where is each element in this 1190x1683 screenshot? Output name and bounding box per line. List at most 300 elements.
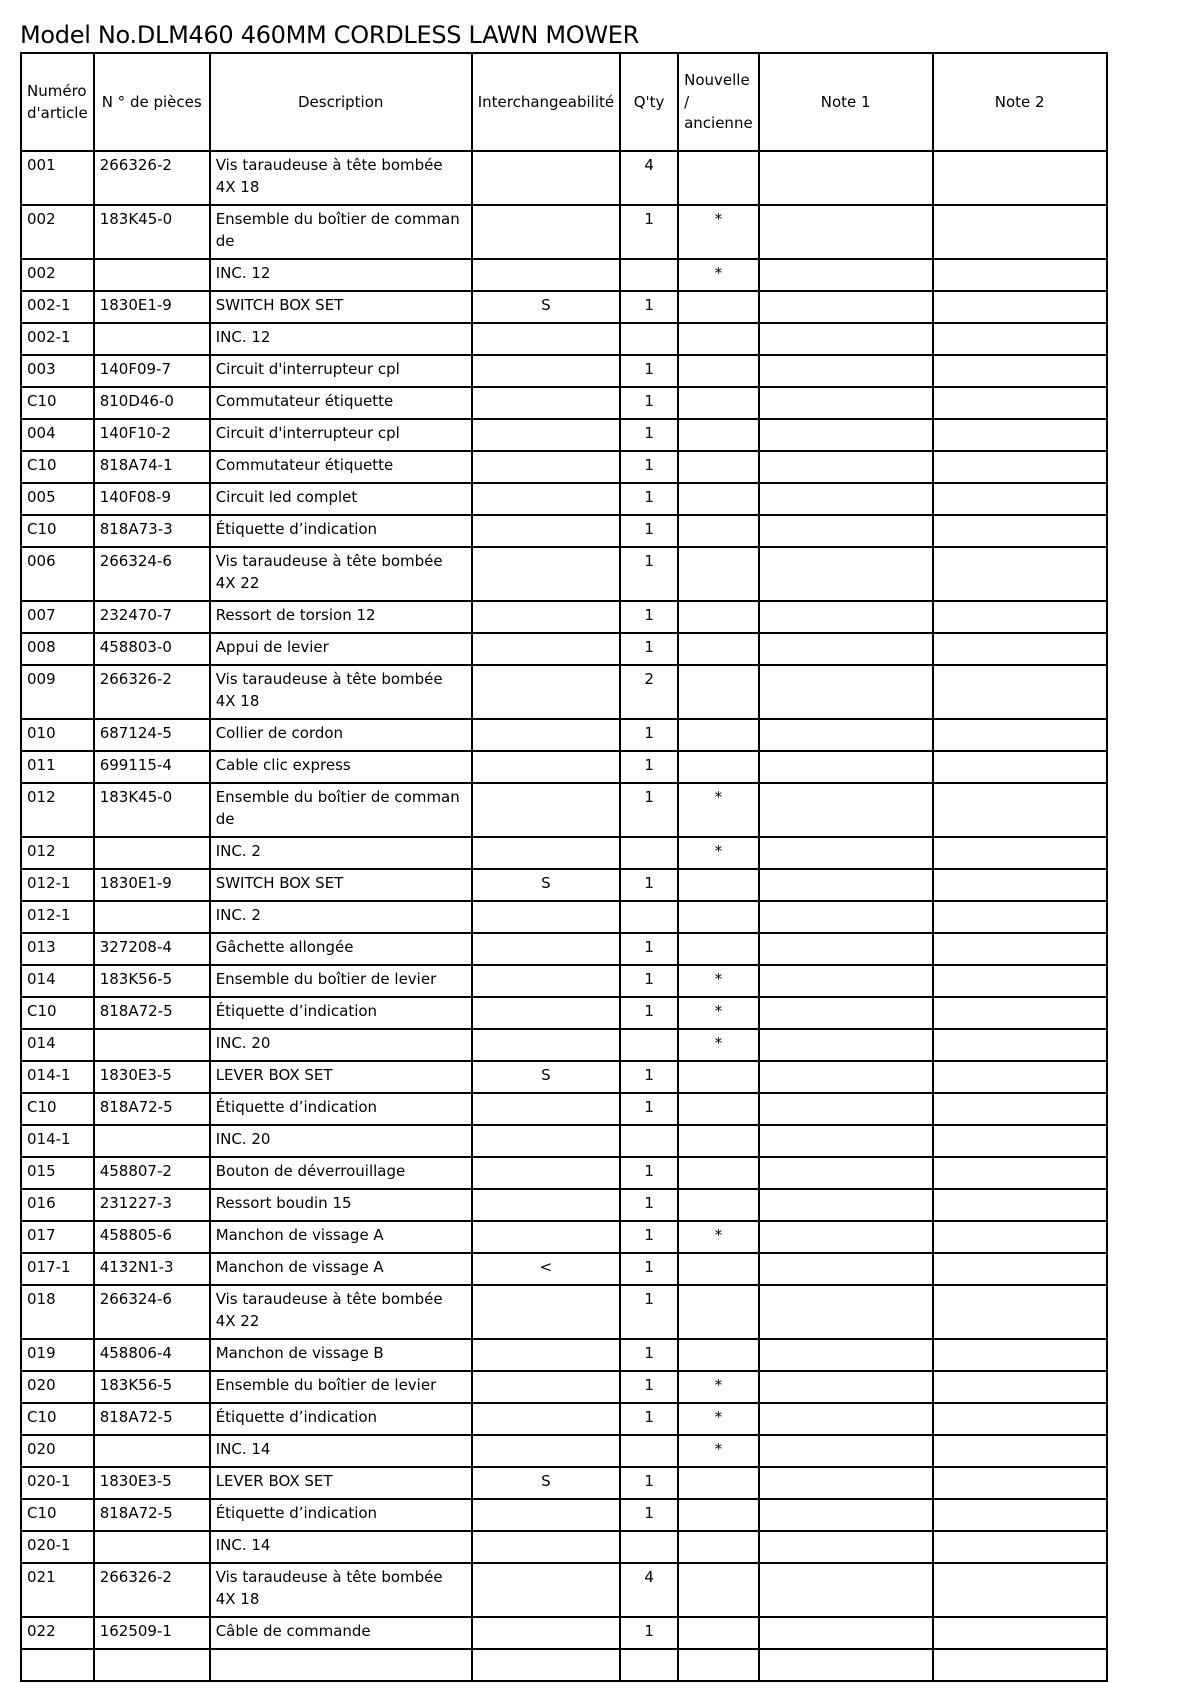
item-number-cell: 019 (21, 1339, 94, 1371)
description-cell: SWITCH BOX SET (210, 291, 472, 323)
header-quantity: Q'ty (620, 53, 678, 151)
interchangeability-cell (472, 483, 620, 515)
new-old-cell (678, 291, 759, 323)
quantity-cell: 1 (620, 419, 678, 451)
quantity-cell: 1 (620, 1157, 678, 1189)
note-2-cell (933, 259, 1107, 291)
item-number-cell: 014-1 (21, 1125, 94, 1157)
interchangeability-cell (472, 965, 620, 997)
item-number-cell: C10 (21, 1093, 94, 1125)
interchangeability-cell (472, 601, 620, 633)
note-1-cell (759, 547, 933, 601)
note-1-cell (759, 205, 933, 259)
interchangeability-cell: S (472, 869, 620, 901)
note-2-cell (933, 1061, 1107, 1093)
item-number-cell: 021 (21, 1563, 94, 1617)
new-old-cell (678, 323, 759, 355)
item-number-cell: 005 (21, 483, 94, 515)
quantity-cell: 1 (620, 515, 678, 547)
part-number-cell: 818A74-1 (94, 451, 210, 483)
note-1-cell (759, 515, 933, 547)
description-cell: Circuit d'interrupteur cpl (210, 419, 472, 451)
note-1-cell (759, 1531, 933, 1563)
new-old-cell (678, 547, 759, 601)
note-1-cell (759, 1125, 933, 1157)
description-cell: Étiquette d’indication (210, 515, 472, 547)
item-number-cell: 017-1 (21, 1253, 94, 1285)
table-row (21, 1649, 1107, 1681)
description-cell: Manchon de vissage A (210, 1221, 472, 1253)
item-number-cell: 007 (21, 601, 94, 633)
quantity-cell (620, 901, 678, 933)
table-row (21, 1435, 1107, 1467)
note-2-cell (933, 1339, 1107, 1371)
interchangeability-cell (472, 997, 620, 1029)
note-2-cell (933, 1253, 1107, 1285)
item-number-cell: 002 (21, 259, 94, 291)
quantity-cell: 1 (620, 997, 678, 1029)
table-row (21, 997, 1107, 1029)
table-body (21, 151, 1107, 1681)
note-2-cell (933, 719, 1107, 751)
item-number-cell: 020-1 (21, 1467, 94, 1499)
note-1-cell (759, 633, 933, 665)
item-number-cell: 009 (21, 665, 94, 719)
quantity-cell: 1 (620, 1617, 678, 1649)
table-row (21, 1563, 1107, 1617)
note-2-cell (933, 1499, 1107, 1531)
item-number-cell: 012-1 (21, 901, 94, 933)
part-number-cell: 183K45-0 (94, 783, 210, 837)
note-2-cell (933, 1285, 1107, 1339)
table-row (21, 1125, 1107, 1157)
table-row (21, 601, 1107, 633)
new-old-cell (678, 1093, 759, 1125)
table-row (21, 901, 1107, 933)
part-number-cell (94, 1531, 210, 1563)
item-number-cell: 012 (21, 837, 94, 869)
note-1-cell (759, 1285, 933, 1339)
quantity-cell (620, 323, 678, 355)
part-number-cell: 140F08-9 (94, 483, 210, 515)
part-number-cell: 266326-2 (94, 151, 210, 205)
new-old-cell (678, 1467, 759, 1499)
interchangeability-cell (472, 1403, 620, 1435)
interchangeability-cell (472, 783, 620, 837)
item-number-cell: C10 (21, 997, 94, 1029)
description-cell: Vis taraudeuse à tête bombée 4X 22 (210, 1285, 472, 1339)
item-number-cell: C10 (21, 387, 94, 419)
interchangeability-cell (472, 323, 620, 355)
table-row (21, 1467, 1107, 1499)
note-1-cell (759, 1339, 933, 1371)
quantity-cell: 1 (620, 783, 678, 837)
note-2-cell (933, 933, 1107, 965)
note-2-cell (933, 901, 1107, 933)
description-cell: INC. 2 (210, 901, 472, 933)
quantity-cell: 1 (620, 451, 678, 483)
item-number-cell: C10 (21, 515, 94, 547)
description-cell: INC. 2 (210, 837, 472, 869)
description-cell: Manchon de vissage B (210, 1339, 472, 1371)
part-number-cell: 1830E3-5 (94, 1467, 210, 1499)
interchangeability-cell (472, 1093, 620, 1125)
new-old-cell (678, 1285, 759, 1339)
note-1-cell (759, 751, 933, 783)
description-cell: INC. 12 (210, 259, 472, 291)
note-1-cell (759, 1403, 933, 1435)
note-2-cell (933, 515, 1107, 547)
quantity-cell: 1 (620, 291, 678, 323)
part-number-cell (94, 837, 210, 869)
description-cell: Vis taraudeuse à tête bombée 4X 18 (210, 665, 472, 719)
item-number-cell: 020 (21, 1371, 94, 1403)
new-old-cell (678, 515, 759, 547)
part-number-cell: 458805-6 (94, 1221, 210, 1253)
note-2-cell (933, 1371, 1107, 1403)
part-number-cell: 266324-6 (94, 547, 210, 601)
interchangeability-cell (472, 1157, 620, 1189)
note-2-cell (933, 1189, 1107, 1221)
quantity-cell (620, 259, 678, 291)
new-old-cell (678, 1125, 759, 1157)
new-old-cell: * (678, 1221, 759, 1253)
note-1-cell (759, 1467, 933, 1499)
note-2-cell (933, 633, 1107, 665)
table-row (21, 719, 1107, 751)
item-number-cell: 014 (21, 1029, 94, 1061)
item-number-cell: 008 (21, 633, 94, 665)
note-1-cell (759, 965, 933, 997)
interchangeability-cell (472, 1371, 620, 1403)
description-cell: INC. 20 (210, 1125, 472, 1157)
note-2-cell (933, 387, 1107, 419)
item-number-cell: 020-1 (21, 1531, 94, 1563)
description-cell: Circuit d'interrupteur cpl (210, 355, 472, 387)
table-header (21, 53, 1107, 151)
interchangeability-cell (472, 387, 620, 419)
description-cell: Étiquette d’indication (210, 1499, 472, 1531)
table-row (21, 751, 1107, 783)
note-1-cell (759, 1371, 933, 1403)
description-cell: INC. 14 (210, 1531, 472, 1563)
table-row (21, 1253, 1107, 1285)
note-2-cell (933, 151, 1107, 205)
interchangeability-cell (472, 1125, 620, 1157)
new-old-cell (678, 901, 759, 933)
new-old-cell (678, 1531, 759, 1563)
interchangeability-cell (472, 205, 620, 259)
description-cell: SWITCH BOX SET (210, 869, 472, 901)
new-old-cell (678, 601, 759, 633)
item-number-cell: 006 (21, 547, 94, 601)
note-2-cell (933, 483, 1107, 515)
description-cell: Vis taraudeuse à tête bombée 4X 18 (210, 151, 472, 205)
interchangeability-cell: S (472, 1061, 620, 1093)
description-cell: LEVER BOX SET (210, 1061, 472, 1093)
part-number-cell: 818A72-5 (94, 1499, 210, 1531)
note-2-cell (933, 1029, 1107, 1061)
interchangeability-cell (472, 547, 620, 601)
note-1-cell (759, 1093, 933, 1125)
table-row (21, 1531, 1107, 1563)
description-cell: Appui de levier (210, 633, 472, 665)
quantity-cell: 1 (620, 387, 678, 419)
description-cell: INC. 14 (210, 1435, 472, 1467)
item-number-cell: 001 (21, 151, 94, 205)
table-row (21, 1093, 1107, 1125)
note-1-cell (759, 1649, 933, 1681)
new-old-cell (678, 869, 759, 901)
quantity-cell: 1 (620, 869, 678, 901)
description-cell: Vis taraudeuse à tête bombée 4X 18 (210, 1563, 472, 1617)
new-old-cell (678, 355, 759, 387)
part-number-cell: 818A73-3 (94, 515, 210, 547)
description-cell: INC. 12 (210, 323, 472, 355)
part-number-cell: 162509-1 (94, 1617, 210, 1649)
new-old-cell (678, 633, 759, 665)
part-number-cell: 687124-5 (94, 719, 210, 751)
new-old-cell (678, 419, 759, 451)
note-2-cell (933, 1125, 1107, 1157)
item-number-cell: 016 (21, 1189, 94, 1221)
table-row (21, 419, 1107, 451)
note-1-cell (759, 259, 933, 291)
description-cell: Cable clic express (210, 751, 472, 783)
new-old-cell: * (678, 1029, 759, 1061)
part-number-cell: 232470-7 (94, 601, 210, 633)
table-row (21, 515, 1107, 547)
part-number-cell: 818A72-5 (94, 1403, 210, 1435)
interchangeability-cell (472, 419, 620, 451)
item-number-cell: 004 (21, 419, 94, 451)
quantity-cell: 4 (620, 1563, 678, 1617)
note-2-cell (933, 965, 1107, 997)
quantity-cell: 1 (620, 751, 678, 783)
interchangeability-cell (472, 1649, 620, 1681)
note-2-cell (933, 837, 1107, 869)
quantity-cell: 1 (620, 933, 678, 965)
note-1-cell (759, 387, 933, 419)
interchangeability-cell (472, 1499, 620, 1531)
table-row (21, 933, 1107, 965)
part-number-cell: 458806-4 (94, 1339, 210, 1371)
item-number-cell: 018 (21, 1285, 94, 1339)
note-1-cell (759, 1189, 933, 1221)
description-cell: Étiquette d’indication (210, 997, 472, 1029)
note-1-cell (759, 1157, 933, 1189)
interchangeability-cell (472, 1339, 620, 1371)
table-row (21, 633, 1107, 665)
header-interchangeability: Interchangeabilité (472, 53, 620, 151)
quantity-cell: 1 (620, 355, 678, 387)
interchangeability-cell (472, 151, 620, 205)
description-cell: Gâchette allongée (210, 933, 472, 965)
new-old-cell (678, 1617, 759, 1649)
item-number-cell: 010 (21, 719, 94, 751)
new-old-cell (678, 665, 759, 719)
item-number-cell: C10 (21, 451, 94, 483)
new-old-cell (678, 1649, 759, 1681)
item-number-cell: 014 (21, 965, 94, 997)
description-cell: Commutateur étiquette (210, 387, 472, 419)
note-1-cell (759, 719, 933, 751)
interchangeability-cell (472, 515, 620, 547)
item-number-cell: 002-1 (21, 323, 94, 355)
part-number-cell (94, 259, 210, 291)
quantity-cell (620, 1125, 678, 1157)
note-2-cell (933, 355, 1107, 387)
table-row (21, 837, 1107, 869)
part-number-cell: 231227-3 (94, 1189, 210, 1221)
interchangeability-cell (472, 719, 620, 751)
description-cell: Ensemble du boîtier de levier (210, 1371, 472, 1403)
table-row (21, 451, 1107, 483)
note-2-cell (933, 751, 1107, 783)
new-old-cell: * (678, 259, 759, 291)
new-old-cell (678, 387, 759, 419)
note-1-cell (759, 323, 933, 355)
interchangeability-cell (472, 355, 620, 387)
table-row (21, 1029, 1107, 1061)
interchangeability-cell (472, 1531, 620, 1563)
interchangeability-cell (472, 1189, 620, 1221)
note-1-cell (759, 997, 933, 1029)
note-1-cell (759, 355, 933, 387)
quantity-cell: 1 (620, 483, 678, 515)
interchangeability-cell (472, 259, 620, 291)
description-cell: Ensemble du boîtier de comman de (210, 205, 472, 259)
part-number-cell (94, 323, 210, 355)
part-number-cell (94, 1435, 210, 1467)
description-cell: Commutateur étiquette (210, 451, 472, 483)
interchangeability-cell (472, 1285, 620, 1339)
new-old-cell (678, 1157, 759, 1189)
note-2-cell (933, 1531, 1107, 1563)
page-title: Model No.DLM460 460MM CORDLESS LAWN MOWER (20, 21, 640, 49)
description-cell: Étiquette d’indication (210, 1093, 472, 1125)
table-row (21, 783, 1107, 837)
table-row (21, 1061, 1107, 1093)
quantity-cell: 1 (620, 1285, 678, 1339)
quantity-cell (620, 837, 678, 869)
interchangeability-cell (472, 665, 620, 719)
part-number-cell: 4132N1-3 (94, 1253, 210, 1285)
item-number-cell: 012-1 (21, 869, 94, 901)
table-row (21, 1157, 1107, 1189)
table-row (21, 1617, 1107, 1649)
table-row (21, 665, 1107, 719)
part-number-cell (94, 901, 210, 933)
note-2-cell (933, 205, 1107, 259)
interchangeability-cell (472, 1029, 620, 1061)
part-number-cell: 140F09-7 (94, 355, 210, 387)
description-cell: Collier de cordon (210, 719, 472, 751)
item-number-cell: 011 (21, 751, 94, 783)
interchangeability-cell (472, 1617, 620, 1649)
part-number-cell (94, 1125, 210, 1157)
note-2-cell (933, 291, 1107, 323)
table-row (21, 869, 1107, 901)
quantity-cell: 1 (620, 601, 678, 633)
new-old-cell: * (678, 1403, 759, 1435)
table-row (21, 1189, 1107, 1221)
interchangeability-cell (472, 451, 620, 483)
description-cell: Ensemble du boîtier de comman de (210, 783, 472, 837)
note-1-cell (759, 933, 933, 965)
note-1-cell (759, 665, 933, 719)
note-1-cell (759, 869, 933, 901)
table-row (21, 483, 1107, 515)
interchangeability-cell (472, 901, 620, 933)
new-old-cell (678, 1189, 759, 1221)
new-old-cell (678, 1339, 759, 1371)
table-row (21, 1339, 1107, 1371)
description-cell: Étiquette d’indication (210, 1403, 472, 1435)
part-number-cell: 818A72-5 (94, 1093, 210, 1125)
new-old-cell (678, 1253, 759, 1285)
part-number-cell: 1830E1-9 (94, 869, 210, 901)
new-old-cell: * (678, 1371, 759, 1403)
header-part-no: N ° de pièces (94, 53, 210, 151)
quantity-cell: 1 (620, 965, 678, 997)
part-number-cell: 818A72-5 (94, 997, 210, 1029)
item-number-cell: 014-1 (21, 1061, 94, 1093)
note-1-cell (759, 601, 933, 633)
note-1-cell (759, 1061, 933, 1093)
item-number-cell: C10 (21, 1499, 94, 1531)
note-2-cell (933, 601, 1107, 633)
new-old-cell: * (678, 783, 759, 837)
description-cell (210, 1649, 472, 1681)
quantity-cell: 1 (620, 1061, 678, 1093)
note-2-cell (933, 1649, 1107, 1681)
quantity-cell: 1 (620, 1253, 678, 1285)
new-old-cell: * (678, 997, 759, 1029)
header-new-old: Nouvelle / ancienne (678, 53, 759, 151)
note-2-cell (933, 1617, 1107, 1649)
part-number-cell: 183K56-5 (94, 1371, 210, 1403)
table-row (21, 323, 1107, 355)
new-old-cell (678, 1061, 759, 1093)
note-2-cell (933, 1563, 1107, 1617)
quantity-cell: 1 (620, 1093, 678, 1125)
note-2-cell (933, 665, 1107, 719)
note-1-cell (759, 451, 933, 483)
interchangeability-cell: S (472, 1467, 620, 1499)
description-cell: LEVER BOX SET (210, 1467, 472, 1499)
part-number-cell: 699115-4 (94, 751, 210, 783)
interchangeability-cell: < (472, 1253, 620, 1285)
new-old-cell (678, 933, 759, 965)
note-1-cell (759, 1617, 933, 1649)
note-1-cell (759, 1499, 933, 1531)
table-row (21, 1499, 1107, 1531)
note-1-cell (759, 291, 933, 323)
note-1-cell (759, 483, 933, 515)
note-1-cell (759, 837, 933, 869)
table-row (21, 151, 1107, 205)
part-number-cell: 1830E1-9 (94, 291, 210, 323)
part-number-cell: 266326-2 (94, 1563, 210, 1617)
note-2-cell (933, 1221, 1107, 1253)
note-2-cell (933, 783, 1107, 837)
description-cell: Ensemble du boîtier de levier (210, 965, 472, 997)
new-old-cell: * (678, 205, 759, 259)
interchangeability-cell (472, 633, 620, 665)
part-number-cell: 266324-6 (94, 1285, 210, 1339)
description-cell: Bouton de déverrouillage (210, 1157, 472, 1189)
